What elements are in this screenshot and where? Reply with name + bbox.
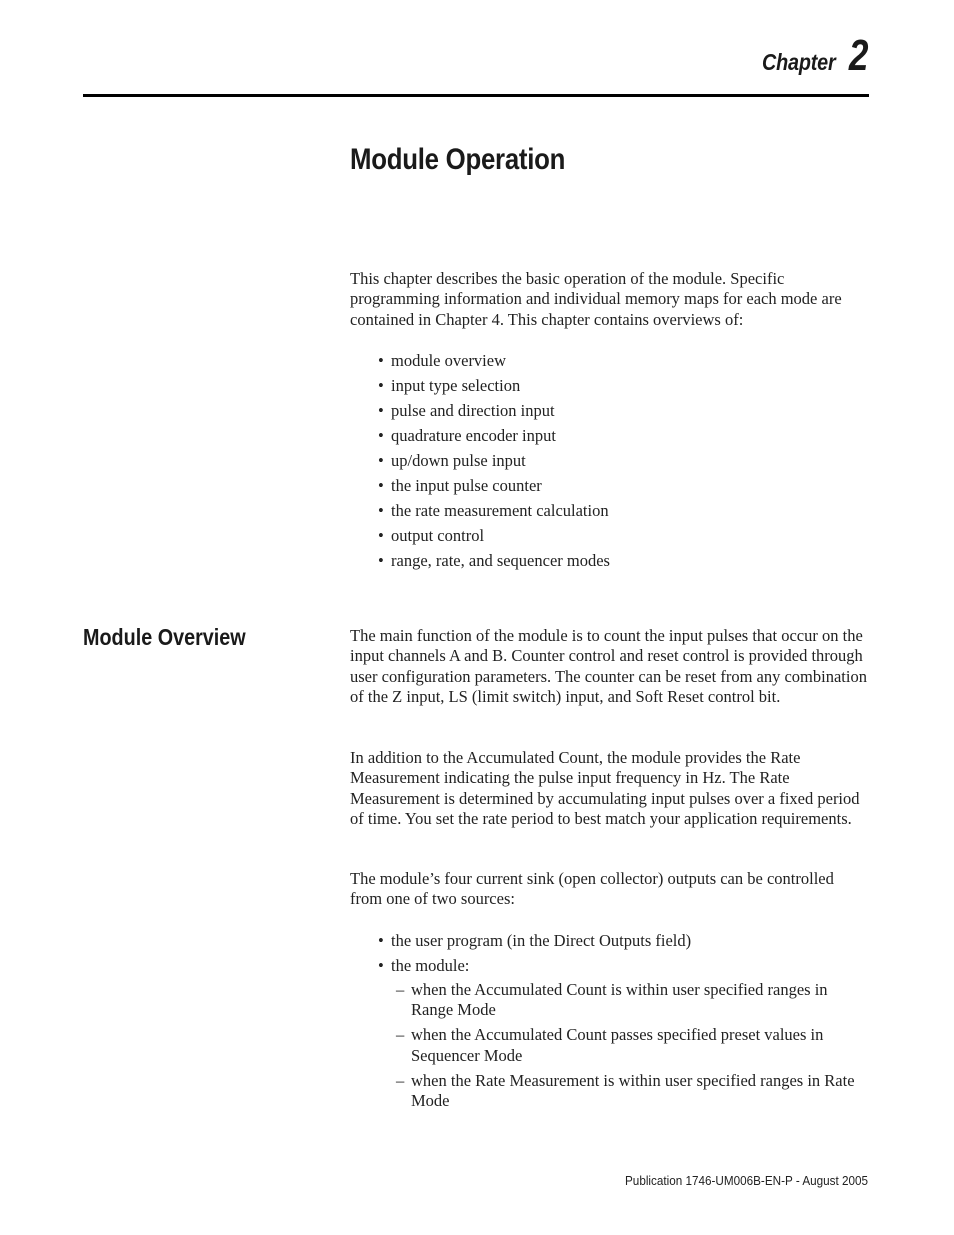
- list-item: • quadrature encoder input: [378, 426, 556, 445]
- bullet-icon: •: [378, 401, 384, 420]
- list-item: • the user program (in the Direct Outputs field): [378, 931, 692, 950]
- dash-icon: –: [396, 980, 405, 999]
- overview-paragraph-1: The main function of the module is to count the input pulses that occur on the input channels A and B. Counter control and reset control is provided through user configuration parameters. The counter can be reset from any combination of the Z input, LS (limit switch) input, and Soft Reset control bit.: [350, 626, 867, 707]
- output-source-list: [378, 931, 870, 981]
- list-item: • up/down pulse input: [378, 451, 526, 470]
- section-heading-module-overview: Module Overview: [83, 624, 246, 650]
- list-item: • the module:: [378, 956, 470, 975]
- bullet-icon: •: [378, 526, 384, 545]
- bullet-icon: •: [378, 956, 384, 975]
- bullet-icon: •: [378, 476, 384, 495]
- list-item: • module overview: [378, 351, 507, 370]
- chapter-header: [750, 31, 868, 80]
- sub-list-item: – when the Rate Measurement is within user specified ranges in Rate Mode: [396, 1070, 855, 1111]
- publication-footer: Publication 1746-UM006B-EN-P - August 2005: [624, 1173, 868, 1188]
- bullet-icon: •: [378, 426, 384, 445]
- list-item: • the rate measurement calculation: [378, 501, 609, 520]
- list-item: • input type selection: [378, 376, 521, 395]
- intro-bullet-list: [378, 351, 870, 576]
- overview-paragraph-3: The module’s four current sink (open collector) outputs can be controlled from one of two sources:: [350, 869, 834, 909]
- list-item: • pulse and direction input: [378, 401, 555, 420]
- list-item: • output control: [378, 526, 485, 545]
- page-title: Module Operation: [350, 143, 566, 176]
- sub-list-item: – when the Accumulated Count passes specified preset values in Sequencer Mode: [396, 1025, 824, 1065]
- header-rule: [83, 94, 869, 97]
- dash-icon: –: [396, 1070, 405, 1090]
- chapter-number: 2: [848, 31, 868, 80]
- bullet-icon: •: [378, 551, 384, 570]
- dash-icon: –: [396, 1025, 405, 1045]
- list-item: • the input pulse counter: [378, 476, 542, 495]
- bullet-icon: •: [378, 501, 384, 520]
- intro-paragraph: This chapter describes the basic operation of the module. Specific programming information and individual memory maps for each mode are contained in Chapter 4. This chapter contains overviews of:: [350, 269, 842, 329]
- overview-paragraph-2: In addition to the Accumulated Count, the module provides the Rate Measurement indicating the pulse input frequency in Hz. The Rate Measurement is determined by accumulating input pulses over a fixed period of time. You set the rate period to best match your application requirements.: [350, 748, 860, 829]
- bullet-icon: •: [378, 931, 384, 950]
- bullet-icon: •: [378, 451, 384, 470]
- chapter-label: Chapter: [761, 49, 836, 75]
- sub-list-item: – when the Accumulated Count is within user specified ranges in Range Mode: [396, 980, 828, 1020]
- bullet-icon: •: [378, 351, 384, 370]
- bullet-icon: •: [378, 376, 384, 395]
- module-output-sub-list: [396, 980, 870, 1116]
- list-item: • range, rate, and sequencer modes: [378, 551, 610, 570]
